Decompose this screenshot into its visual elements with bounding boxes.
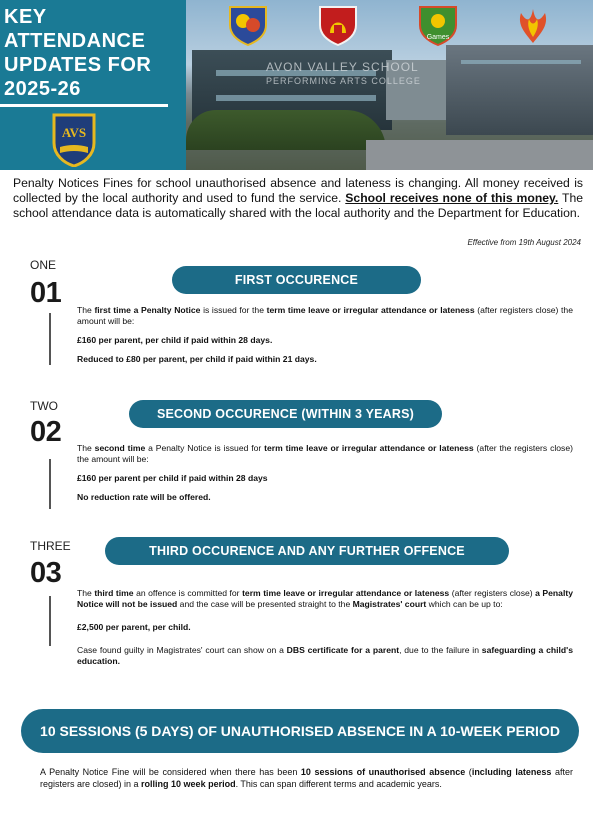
section-heading-pill: SECOND OCCURENCE (WITHIN 3 YEARS) xyxy=(129,400,442,428)
text: safeguarding a child's education. xyxy=(77,645,573,666)
text: , due to the failure in xyxy=(399,645,482,655)
section-body xyxy=(77,443,573,511)
text: a Penalty Notice will not be issued xyxy=(77,588,573,609)
text: (after registers close) xyxy=(449,588,536,598)
title-line: ATTENDANCE xyxy=(4,30,146,52)
effective-date: Effective from 19th August 2024 xyxy=(467,238,581,247)
text: Case found guilty in Magistrates' court can show on a xyxy=(77,645,287,655)
text: 10 sessions of unauthorised absence xyxy=(300,767,466,777)
title-line: 2025-26 xyxy=(4,78,81,100)
drama-crest-icon xyxy=(226,3,270,47)
text: and the case will be presented straight to the xyxy=(177,599,353,609)
text: after registers are closed) in a xyxy=(40,767,573,789)
section-word: ONE xyxy=(30,258,57,272)
text: third time xyxy=(94,588,134,598)
section-heading-pill: FIRST OCCURENCE xyxy=(172,266,421,294)
text: ( xyxy=(465,767,472,777)
section-number: 02 xyxy=(30,416,62,448)
fine-amount: £160 per parent per child if paid within 28 days xyxy=(77,473,268,483)
section-paragraph xyxy=(77,645,573,667)
section-body xyxy=(77,305,573,373)
text: The xyxy=(77,305,95,315)
section-body xyxy=(77,588,573,675)
spartan-crest-icon xyxy=(316,3,360,47)
header-title-panel xyxy=(0,0,186,170)
fine-amount: £2,500 per parent, per child. xyxy=(77,622,191,632)
text: term time leave or irregular attendance or lateness xyxy=(266,305,475,315)
text: is issued for the xyxy=(200,305,267,315)
text: which can be up to: xyxy=(426,599,503,609)
section-paragraph xyxy=(77,305,573,327)
text: including lateness xyxy=(471,767,552,777)
text: The xyxy=(77,443,95,453)
section-word: THREE xyxy=(30,539,71,553)
fine-amount: £160 per parent, per child if paid within 28 days. xyxy=(77,335,273,345)
section-word: TWO xyxy=(30,399,58,413)
text: The xyxy=(77,588,95,598)
window-band xyxy=(461,60,581,64)
section-paragraph xyxy=(77,588,573,610)
text: DBS certificate for a parent xyxy=(286,645,400,655)
road xyxy=(366,140,593,170)
intro-emphasis: School receives none of this money. xyxy=(345,191,559,205)
intro-paragraph xyxy=(13,176,583,221)
section-divider xyxy=(49,459,51,509)
title-line: KEY xyxy=(4,6,47,28)
intro-text: The school attendance data is automatically shared with the local authority and the Department for Education. xyxy=(13,191,584,220)
header-banner xyxy=(0,0,593,170)
text: . This can span different terms and academic years. xyxy=(235,778,442,789)
section-divider xyxy=(49,596,51,646)
section-number: 01 xyxy=(30,277,62,309)
svg-text:Games: Games xyxy=(426,34,450,41)
title-underline xyxy=(0,104,168,107)
intro-text: Penalty Notices Fines for school unauthorised absence and lateness is changing. All money received is collected by the local authority and used to fund the service. xyxy=(13,176,583,205)
games-crest-icon xyxy=(416,3,460,47)
phoenix-crest-icon xyxy=(511,3,555,47)
section-paragraph xyxy=(77,443,573,465)
fine-reduction: Reduced to £80 per parent, per child if paid within 21 days. xyxy=(77,354,317,364)
text: (after registers close) the amount will be: xyxy=(77,305,573,326)
text: second time xyxy=(94,443,146,453)
section-number: 03 xyxy=(30,557,62,589)
svg-text:AVS: AVS xyxy=(61,125,87,140)
building-sign-sub: PERFORMING ARTS COLLEGE xyxy=(266,76,421,86)
building-sign: AVON VALLEY SCHOOL xyxy=(266,60,419,74)
text: term time leave or irregular attendance or lateness xyxy=(242,588,450,598)
page-title xyxy=(4,5,182,101)
text: first time a Penalty Notice xyxy=(94,305,201,315)
footer-paragraph xyxy=(40,767,573,790)
text: (after the registers close) the amount will be: xyxy=(77,443,573,464)
text: A Penalty Notice Fine will be considered when there has been xyxy=(40,767,301,777)
school-photo xyxy=(186,0,593,170)
section-divider xyxy=(49,313,51,365)
title-line: UPDATES FOR xyxy=(4,54,152,76)
sessions-banner: 10 SESSIONS (5 DAYS) OF UNAUTHORISED ABSENCE IN A 10-WEEK PERIOD xyxy=(21,709,579,753)
window-band xyxy=(216,95,376,101)
text: a Penalty Notice is issued for xyxy=(145,443,265,453)
avs-shield-logo xyxy=(52,113,96,167)
text: term time leave or irregular attendance or lateness xyxy=(264,443,474,453)
text: Magistrates' court xyxy=(352,599,427,609)
section-heading-pill: THIRD OCCURENCE AND ANY FURTHER OFFENCE xyxy=(105,537,509,565)
building xyxy=(446,45,593,135)
fine-reduction: No reduction rate will be offered. xyxy=(77,492,211,502)
text: an offence is committed for xyxy=(133,588,243,598)
text: rolling 10 week period xyxy=(141,778,236,789)
trees xyxy=(186,110,386,150)
